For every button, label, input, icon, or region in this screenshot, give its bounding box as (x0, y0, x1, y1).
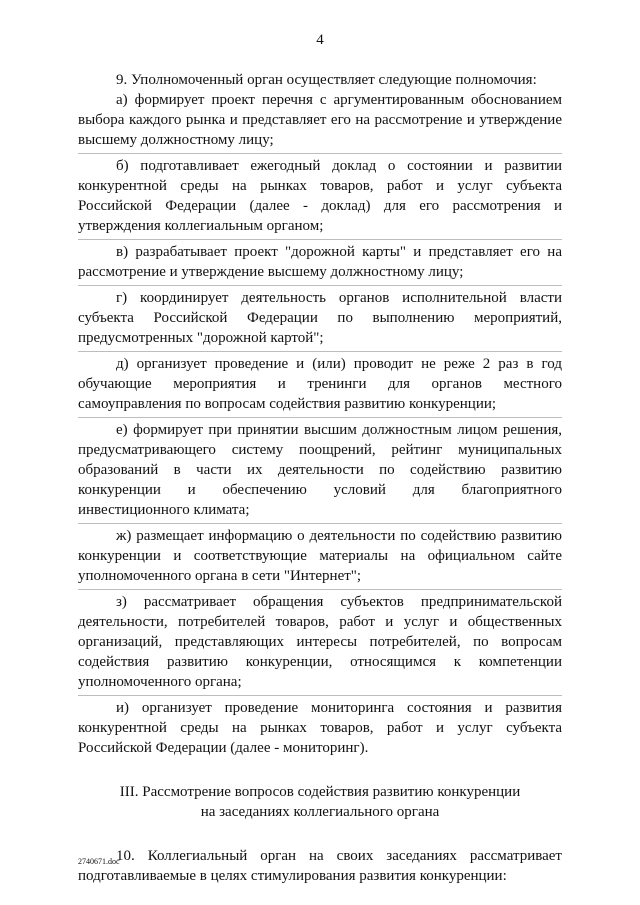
footer-file-code: 2740671.doc (78, 857, 120, 866)
item-b: б) подготавливает ежегодный доклад о состоянии и развитии конкурентной среды на рынках товаров, работ и услуг субъекта Российской Федерации (далее - доклад) для его рассмотрения и утверждения коллегиальным органом; (78, 158, 562, 234)
separator-line (78, 523, 562, 524)
paragraph-10: 10. Коллегиальный орган на своих заседаниях рассматривает подготавливаемые в целях стимулирования развития конкуренции: (78, 848, 562, 884)
separator-line (78, 695, 562, 696)
item-a: а) формирует проект перечня с аргументированным обоснованием выбора каждого рынка и представляет его на рассмотрение и утверждение высшему должностному лицу; (78, 92, 562, 148)
separator-line (78, 589, 562, 590)
item-i: и) организует проведение мониторинга состояния и развития конкурентной среды на рынках товаров, работ и услуг субъекта Российской Федерации (далее - мониторинг). (78, 700, 562, 756)
separator-line (78, 351, 562, 352)
item-z: з) рассматривает обращения субъектов предпринимательской деятельности, потребителей товаров, работ и услуг и общественных организаций, представляющих интересы потребителей, по вопросам содействия развитию конкуренции, относящимся к компетенции уполномоченного органа; (78, 594, 562, 690)
separator-line (78, 417, 562, 418)
separator-line (78, 239, 562, 240)
separator-line (78, 153, 562, 154)
separator-line (78, 285, 562, 286)
document-body (78, 70, 562, 886)
paragraph-9: 9. Уполномоченный орган осуществляет следующие полномочия: (116, 72, 537, 88)
section-heading-line-1: III. Рассмотрение вопросов содействия развитию конкуренции (119, 784, 521, 800)
page-number: 4 (316, 32, 324, 48)
item-zh: ж) размещает информацию о деятельности по содействию развитию конкуренции и соответствующие материалы на официальном сайте уполномоченного органа в сети "Интернет"; (78, 528, 562, 584)
item-d: д) организует проведение и (или) проводит не реже 2 раз в год обучающие мероприятия и тренинги для органов местного самоуправления по вопросам содействия развитию конкуренции; (78, 356, 562, 412)
section-heading (78, 782, 562, 822)
section-heading-line-2: на заседаниях коллегиального органа (200, 804, 440, 820)
item-e: е) формирует при принятии высшим должностным лицом решения, предусматривающего систему поощрений, рейтинг муниципальных образований в части их деятельности по содействию развитию конкуренции и обеспечению условий для благоприятного инвестиционного климата; (78, 422, 562, 518)
item-g: г) координирует деятельность органов исполнительной власти субъекта Российской Федерации по выполнению мероприятий, предусмотренных "дорожной картой"; (78, 290, 562, 346)
item-v: в) разрабатывает проект "дорожной карты" и представляет его на рассмотрение и утверждение высшему должностному лицу; (78, 244, 562, 280)
